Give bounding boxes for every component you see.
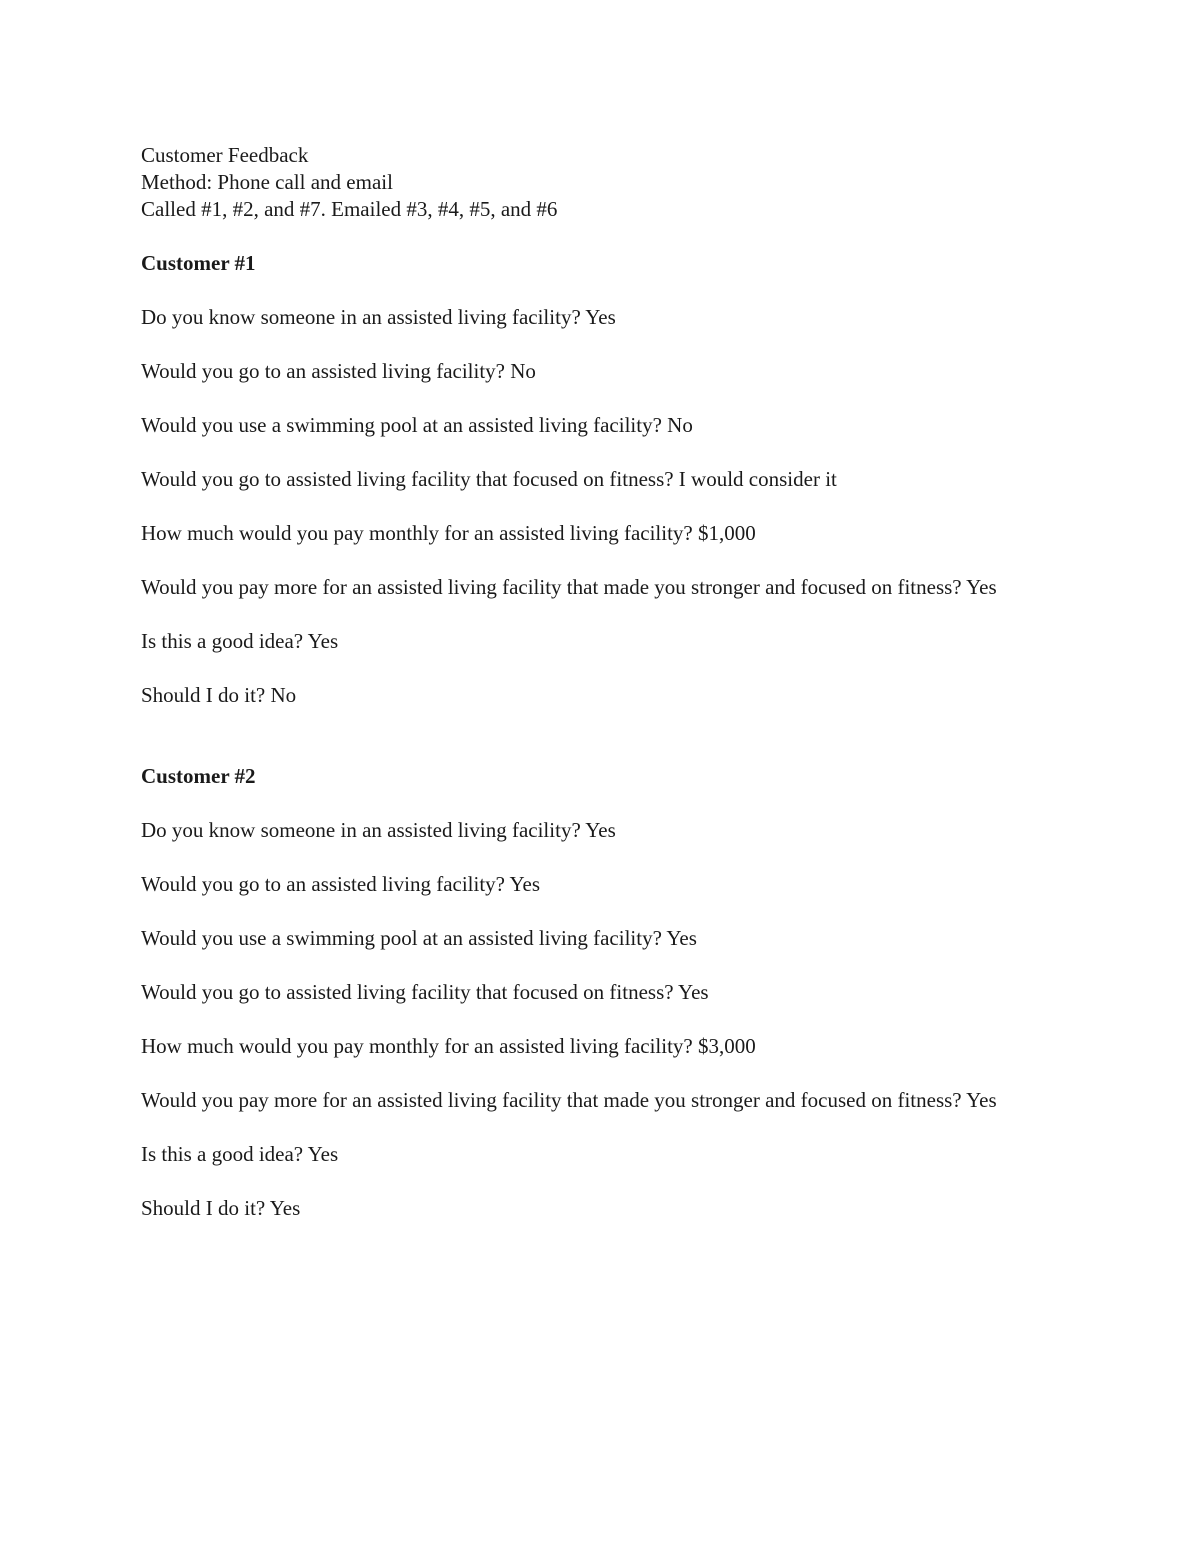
response-line: Would you go to assisted living facility that focused on fitness? I would consider it	[141, 467, 837, 491]
customer-heading: Customer #2	[141, 764, 256, 788]
customer-heading: Customer #1	[141, 251, 256, 275]
response-line: Is this a good idea? Yes	[141, 629, 339, 653]
response-line: Would you go to assisted living facility that focused on fitness? Yes	[141, 980, 709, 1004]
response-line: Would you use a swimming pool at an assisted living facility? No	[141, 413, 693, 437]
response-line: Would you go to an assisted living facility? Yes	[141, 872, 541, 896]
document-title: Customer Feedback	[141, 143, 309, 167]
contact-note: Called #1, #2, and #7. Emailed #3, #4, #5, and #6	[141, 197, 558, 221]
response-line: Do you know someone in an assisted living facility? Yes	[141, 305, 616, 329]
response-line: Would you pay more for an assisted living facility that made you stronger and focused on fitness? Yes	[141, 1088, 997, 1112]
response-line: Would you use a swimming pool at an assisted living facility? Yes	[141, 926, 697, 950]
response-line: How much would you pay monthly for an assisted living facility? $3,000	[141, 1034, 756, 1058]
response-line: How much would you pay monthly for an assisted living facility? $1,000	[141, 521, 756, 545]
customer-section	[141, 763, 1021, 1222]
response-line: Should I do it? Yes	[141, 1196, 301, 1220]
response-line: Do you know someone in an assisted living facility? Yes	[141, 818, 616, 842]
response-line: Should I do it? No	[141, 683, 297, 707]
response-line: Would you go to an assisted living facility? No	[141, 359, 536, 383]
method-line: Method: Phone call and email	[141, 170, 393, 194]
response-line: Is this a good idea? Yes	[141, 1142, 339, 1166]
document-body	[141, 142, 1021, 1222]
customer-section	[141, 250, 1021, 709]
response-line: Would you pay more for an assisted living facility that made you stronger and focused on fitness? Yes	[141, 575, 997, 599]
